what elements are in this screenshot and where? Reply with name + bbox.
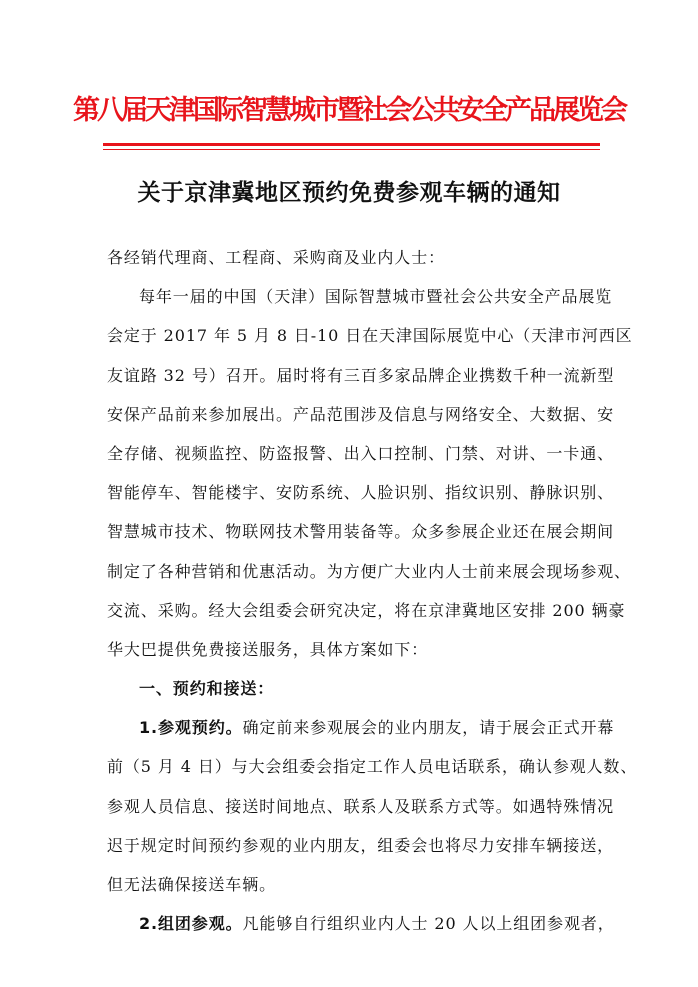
paragraph-line: 参观人员信息、接送时间地点、联系人及联系方式等。如遇特殊情况 [107,796,615,816]
notice-body [107,238,638,943]
notice-title: 关于京津冀地区预约免费参观车辆的通知 [137,180,561,206]
paragraph-line: 华大巴提供免费接送服务，具体方案如下： [107,639,429,659]
paragraph-line: 智能停车、智能楼宇、安防系统、人脸识别、指纹识别、静脉识别、 [107,483,615,503]
banner-divider-thin [103,149,600,150]
paragraph-line [107,904,615,943]
paragraph-line: 交流、采购。经大会组委会研究决定，将在京津冀地区安排 200 辆豪 [107,600,626,620]
section-heading: 一、预约和接送： [139,679,275,699]
item-reservation [107,708,638,904]
paragraph-line: 但无法确保接送车辆。 [107,875,277,894]
paragraph-line: 安保产品前来参加展出。产品范围涉及信息与网络安全、大数据、安 [107,404,615,424]
intro-paragraph [107,277,633,669]
item-group-visit [107,904,615,943]
paragraph-line: 全存储、视频监控、防盗报警、出入口控制、门禁、对讲、一卡通、 [107,443,615,463]
event-banner-title: 第八届天津国际智慧城市暨社会公共安全产品展览会 [73,95,625,126]
paragraph-line: 迟于规定时间预约参观的业内朋友，组委会也将尽力安排车辆接送， [107,835,615,855]
paragraph-line: 制定了各种营销和优惠活动。为方便广大业内人士前来展会现场参观、 [107,561,631,581]
paragraph-line: 智慧城市技术、物联网技术警用装备等。众多参展企业还在展会期间 [107,522,615,542]
banner-divider-thick [103,143,600,146]
item-text: 凡能够自行组织业内人士 20 人以上组团参观者， [242,914,615,934]
paragraph-line: 会定于 2017 年 5 月 8 日-10 日在天津国际展览中心（天津市河西区 [107,326,633,346]
item-label: 1.参观预约。 [139,718,243,738]
item-label: 2.组团参观。 [139,914,243,934]
paragraph-line: 前（5 月 4 日）与大会组委会指定工作人员电话联系，确认参观人数、 [107,757,638,777]
paragraph-line [107,708,615,747]
item-text: 确定前来参观展会的业内朋友，请于展会正式开幕 [242,718,615,738]
paragraph-line: 友谊路 32 号）召开。届时将有三百多家品牌企业携数千种一流新型 [107,365,615,385]
salutation: 各经销代理商、工程商、采购商及业内人士： [107,248,446,267]
paragraph-line: 每年一届的中国（天津）国际智慧城市暨社会公共安全产品展览 [139,287,613,307]
